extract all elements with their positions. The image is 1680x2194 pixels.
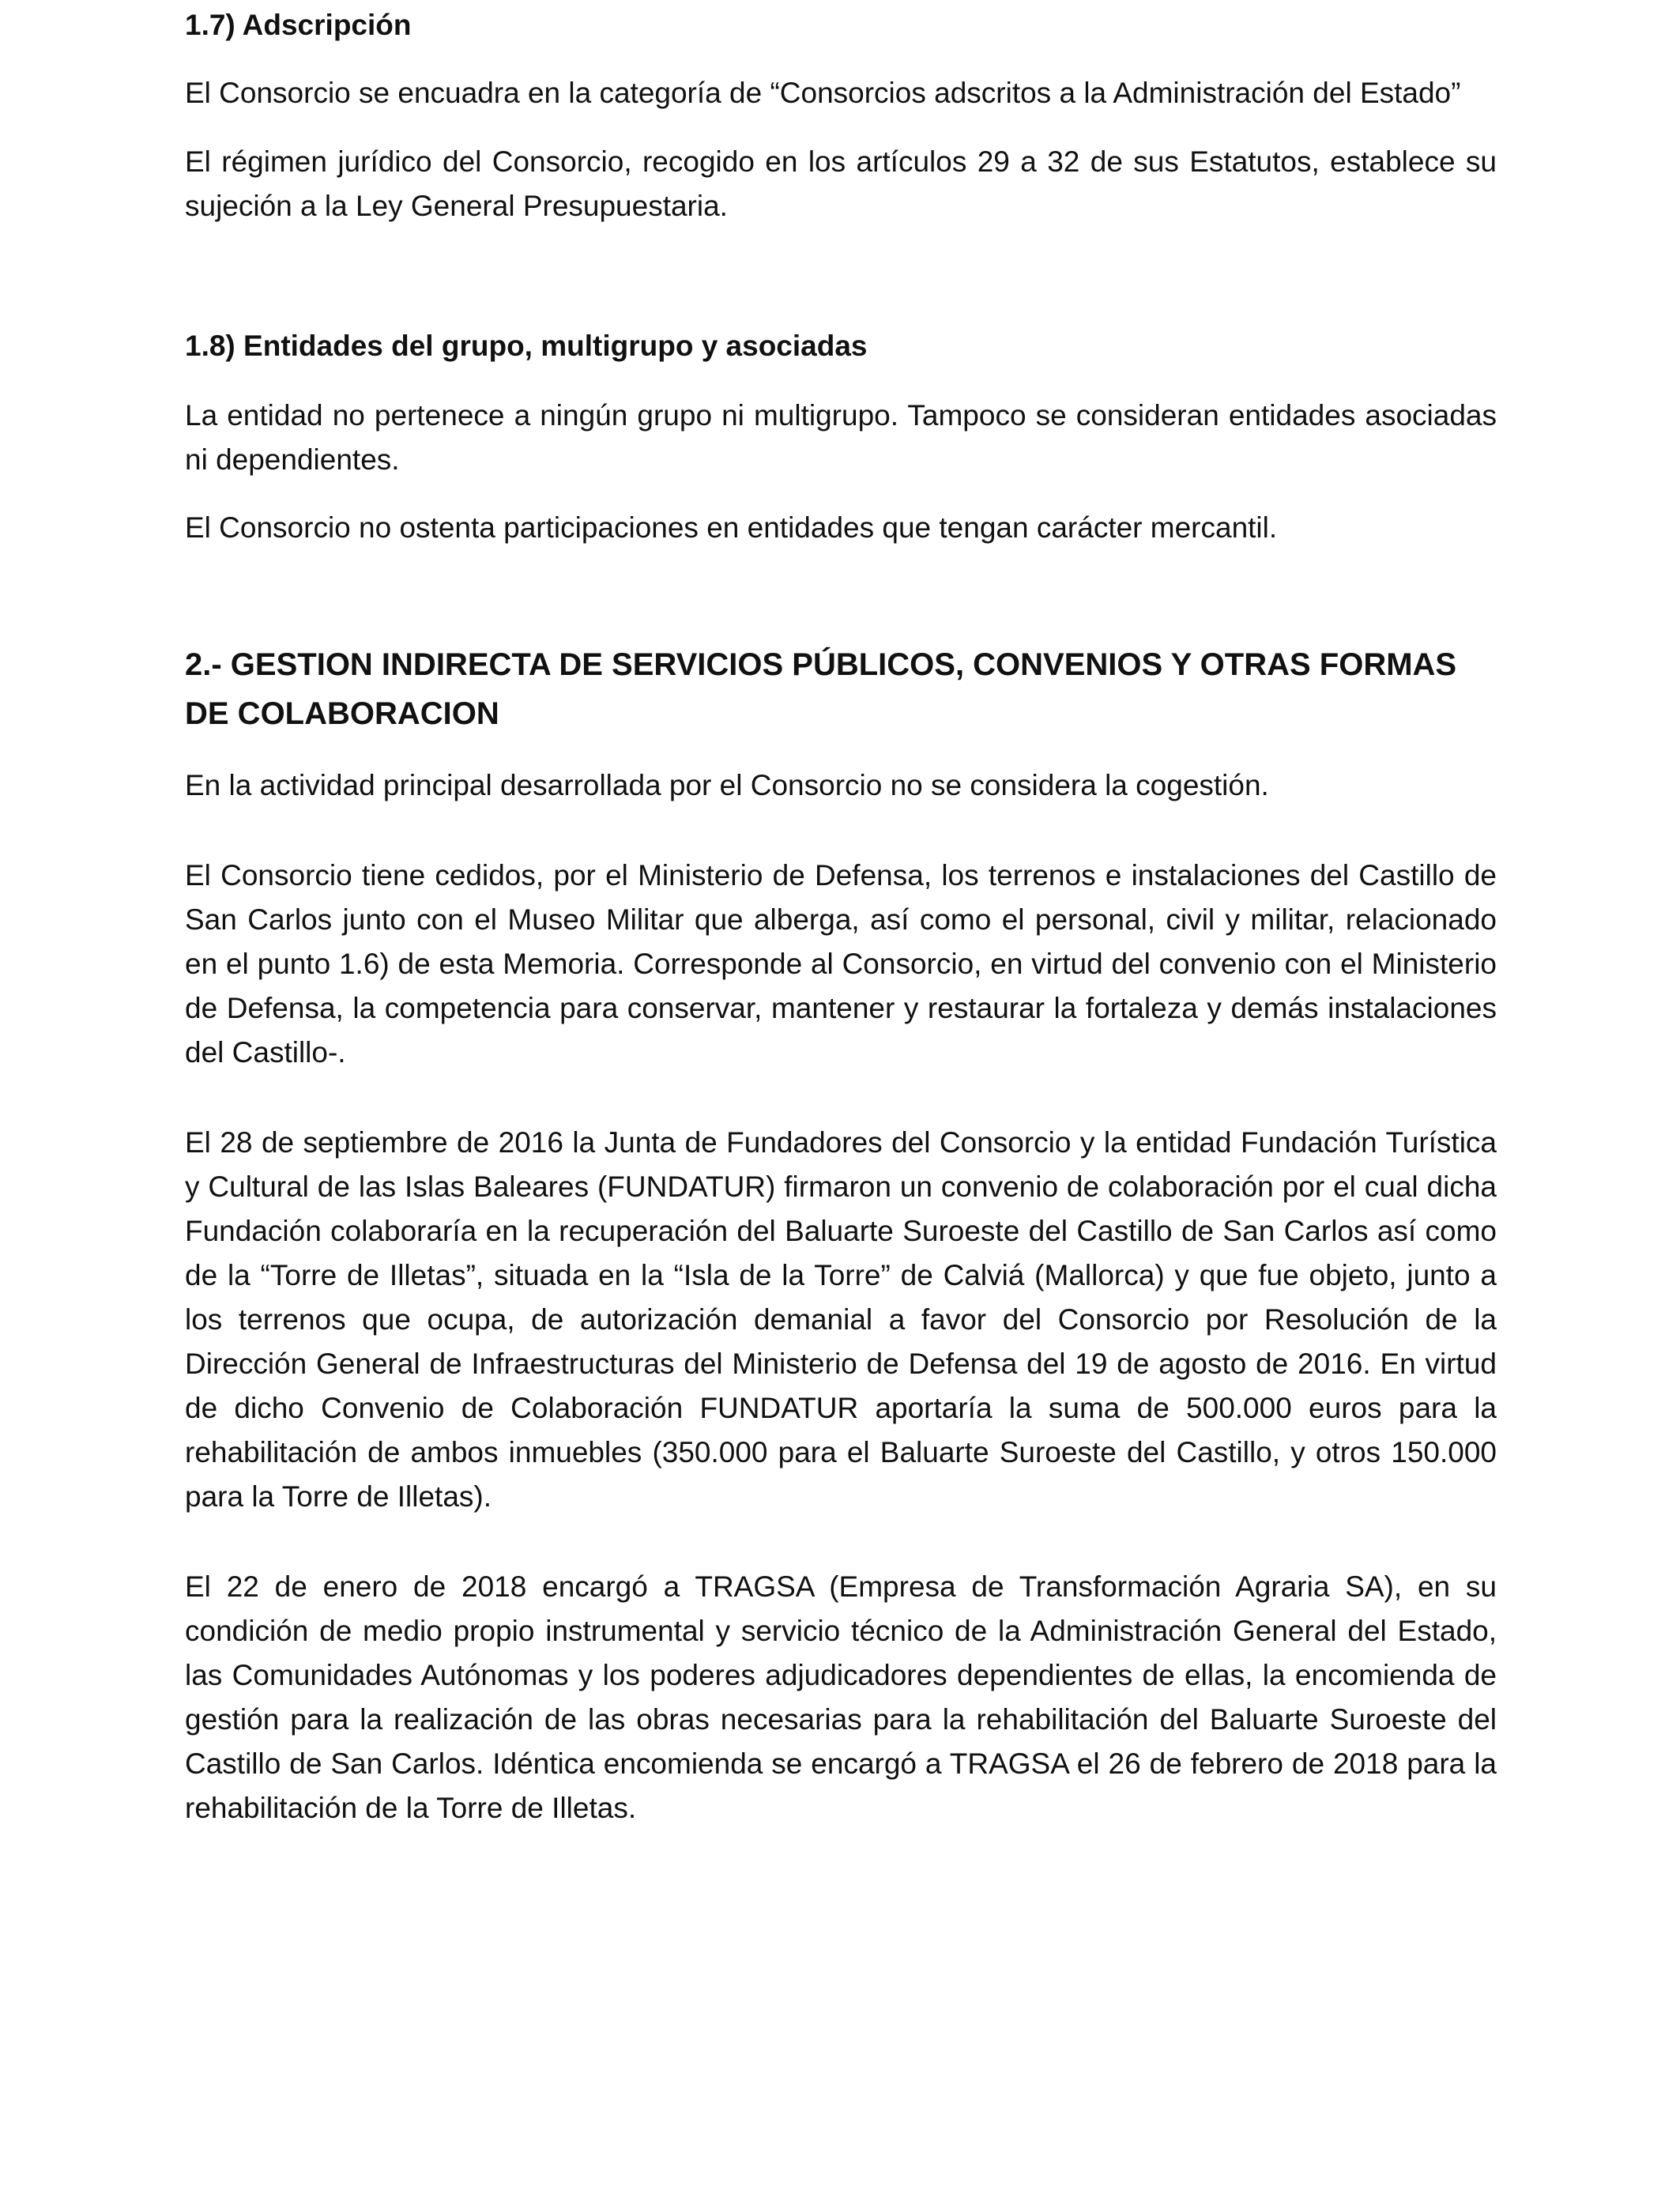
- section-1-7-heading: 1.7) Adscripción: [185, 9, 412, 41]
- section-2-heading: 2.- GESTION INDIRECTA DE SERVICIOS PÚBLICOS, CONVENIOS Y OTRAS FORMAS DE COLABORACION: [185, 647, 1457, 731]
- section-1-8-heading: 1.8) Entidades del grupo, multigrupo y asociadas: [185, 330, 868, 362]
- section-1-7-paragraph-2: El régimen jurídico del Consorcio, recogido en los artículos 29 a 32 de sus Estatutos, establece su sujeción a la Ley General Presupuestaria.: [185, 145, 1497, 222]
- document-page: [185, 0, 1497, 2194]
- section-2-paragraph-2: El Consorcio tiene cedidos, por el Ministerio de Defensa, los terrenos e instalaciones del Castillo de San Carlos junto con el Museo Militar que alberga, así como el personal, civil y militar, relacionado en el punto 1.6) de esta Memoria. Corresponde al Consorcio, en virtud del convenio con el Ministerio de Defensa, la competencia para conservar, mantener y restaurar la fortaleza y demás instalaciones del Castillo-.: [185, 859, 1497, 1069]
- section-1-7-paragraph-1: El Consorcio se encuadra en la categoría de “Consorcios adscritos a la Administración del Estado”: [185, 77, 1461, 109]
- section-2-paragraph-1: En la actividad principal desarrollada por el Consorcio no se considera la cogestión.: [185, 769, 1269, 801]
- section-1-8-paragraph-2: El Consorcio no ostenta participaciones en entidades que tengan carácter mercantil.: [185, 511, 1278, 544]
- section-2-paragraph-3: El 28 de septiembre de 2016 la Junta de Fundadores del Consorcio y la entidad Fundación Turística y Cultural de las Islas Baleares (FUNDATUR) firmaron un convenio de colaboración por el cual dicha Fundación colaboraría en la recuperación del Baluarte Suroeste del Castillo de San Carlos así como de la “Torre de Illetas”, situada en la “Isla de la Torre” de Calviá (Mallorca) y que fue objeto, junto a los terrenos que ocupa, de autorización demanial a favor del Consorcio por Resolución de la Dirección General de Infraestructuras del Ministerio de Defensa del 19 de agosto de 2016. En virtud de dicho Convenio de Colaboración FUNDATUR aportaría la suma de 500.000 euros para la rehabilitación de ambos inmuebles (350.000 para el Baluarte Suroeste del Castillo, y otros 150.000 para la Torre de Illetas).: [185, 1126, 1497, 1513]
- section-1-8-paragraph-1: La entidad no pertenece a ningún grupo ni multigrupo. Tampoco se consideran entidades asociadas ni dependientes.: [185, 399, 1497, 476]
- section-2-paragraph-4: El 22 de enero de 2018 encargó a TRAGSA (Empresa de Transformación Agraria SA), en su condición de medio propio instrumental y servicio técnico de la Administración General del Estado, las Comunidades Autónomas y los poderes adjudicadores dependientes de ellas, la encomienda de gestión para la realización de las obras necesarias para la rehabilitación del Baluarte Suroeste del Castillo de San Carlos. Idéntica encomienda se encargó a TRAGSA el 26 de febrero de 2018 para la rehabilitación de la Torre de Illetas.: [185, 1570, 1497, 1824]
